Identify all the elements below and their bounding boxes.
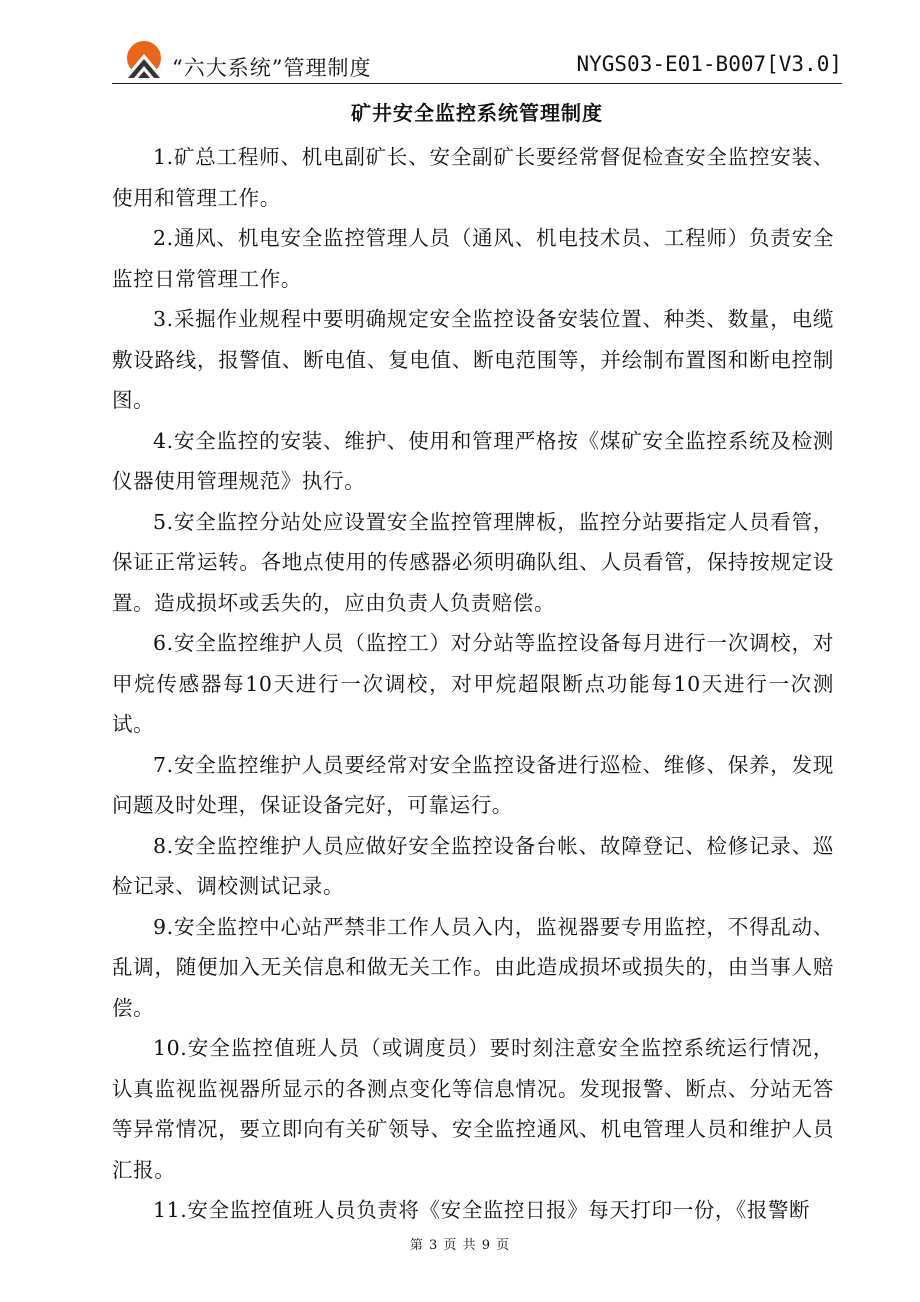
page-header	[112, 40, 842, 84]
document-code: NYGS03-E01-B007[V3.0]	[576, 52, 842, 76]
paragraph-9: 9.安全监控中心站严禁非工作人员入内，监视器要专用监控，不得乱动、乱调，随便加入无关信息和做无关工作。由此造成损坏或损失的，由当事人赔偿。	[112, 914, 834, 1020]
page-number: 第 3 页 共 9 页	[409, 1238, 511, 1253]
paragraph-4: 4.安全监控的安装、维护、使用和管理严格按《煤矿安全监控系统及检测仪器使用管理规范》执行。	[112, 428, 834, 493]
paragraph-7: 7.安全监控维护人员要经常对安全监控设备进行巡检、维修、保养，发现问题及时处理，保证设备完好，可靠运行。	[112, 752, 834, 817]
document-body	[112, 137, 834, 1231]
paragraph-11: 11.安全监控值班人员负责将《安全监控日报》每天打印一份，《报警断	[153, 1198, 811, 1222]
paragraph-10: 10.安全监控值班人员（或调度员）要时刻注意安全监控系统运行情况，认真监视监视器所显示的各测点变化等信息情况。发现报警、断点、分站无答等异常情况，要立即向有关矿领导、安全监控通风、机电管理人员和维护人员汇报。	[112, 1036, 834, 1182]
page-title: 矿井安全监控系统管理制度	[351, 101, 603, 125]
header-divider	[112, 83, 842, 84]
paragraph-5: 5.安全监控分站处应设置安全监控管理牌板，监控分站要指定人员看管，保证正常运转。各地点使用的传感器必须明确队组、人员看管，保持按规定设置。造成损坏或丢失的，应由负责人负责赔偿。	[112, 509, 834, 615]
paragraph-2: 2.通风、机电安全监控管理人员（通风、机电技术员、工程师）负责安全监控日常管理工作。	[112, 226, 834, 291]
paragraph-1: 1.矿总工程师、机电副矿长、安全副矿长要经常督促检查安全监控安装、使用和管理工作。	[112, 145, 834, 210]
paragraph-6: 6.安全监控维护人员（监控工）对分站等监控设备每月进行一次调校，对甲烷传感器每10天进行一次调校，对甲烷超限断点功能每10天进行一次测试。	[112, 631, 834, 736]
document-series-title: “六大系统”管理制度	[172, 56, 372, 80]
company-logo-icon	[120, 40, 172, 80]
paragraph-8: 8.安全监控维护人员应做好安全监控设备台帐、故障登记、检修记录、巡检记录、调校测试记录。	[112, 833, 834, 898]
paragraph-3: 3.采掘作业规程中要明确规定安全监控设备安装位置、种类、数量，电缆敷设路线，报警值、断电值、复电值、断电范围等，并绘制布置图和断电控制图。	[112, 307, 834, 412]
